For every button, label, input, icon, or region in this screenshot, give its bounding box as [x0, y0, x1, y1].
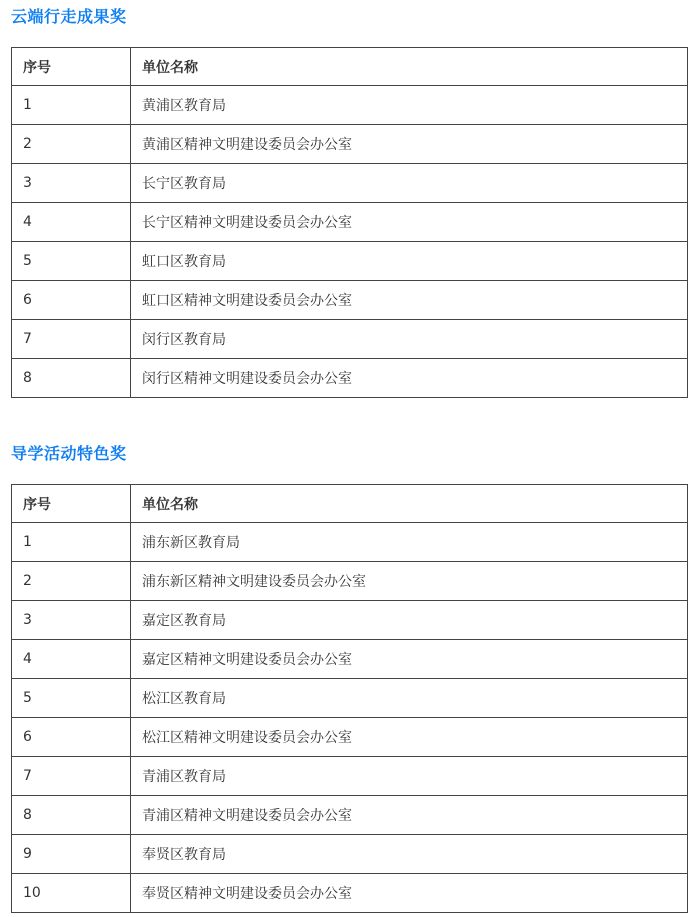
award-table-guided-learning	[11, 484, 688, 913]
table-row	[12, 86, 688, 125]
unit-name-cell: 松江区教育局	[131, 679, 688, 718]
unit-name-cell: 嘉定区教育局	[131, 601, 688, 640]
row-index-cell: 7	[12, 320, 131, 359]
unit-name-cell: 闵行区精神文明建设委员会办公室	[131, 359, 688, 398]
row-index-cell: 3	[12, 164, 131, 203]
row-index-cell: 5	[12, 242, 131, 281]
unit-name-cell: 青浦区精神文明建设委员会办公室	[131, 796, 688, 835]
table-row	[12, 835, 688, 874]
unit-name-cell: 奉贤区精神文明建设委员会办公室	[131, 874, 688, 913]
column-header-index: 序号	[12, 485, 131, 523]
row-index-cell: 7	[12, 757, 131, 796]
row-index-cell: 1	[12, 523, 131, 562]
table-row	[12, 796, 688, 835]
row-index-cell: 2	[12, 562, 131, 601]
column-header-index: 序号	[12, 48, 131, 86]
row-index-cell: 4	[12, 203, 131, 242]
table-row	[12, 320, 688, 359]
unit-name-cell: 闵行区教育局	[131, 320, 688, 359]
row-index-cell: 8	[12, 796, 131, 835]
award-section-guided-learning	[11, 444, 688, 913]
unit-name-cell: 黄浦区精神文明建设委员会办公室	[131, 125, 688, 164]
table-row	[12, 640, 688, 679]
row-index-cell: 3	[12, 601, 131, 640]
row-index-cell: 1	[12, 86, 131, 125]
unit-name-cell: 奉贤区教育局	[131, 835, 688, 874]
unit-name-cell: 长宁区精神文明建设委员会办公室	[131, 203, 688, 242]
table-row	[12, 562, 688, 601]
table-row	[12, 242, 688, 281]
award-table-cloud-walking	[11, 47, 688, 398]
table-header-row	[12, 485, 688, 523]
row-index-cell: 10	[12, 874, 131, 913]
unit-name-cell: 虹口区教育局	[131, 242, 688, 281]
table-row	[12, 281, 688, 320]
row-index-cell: 9	[12, 835, 131, 874]
unit-name-cell: 浦东新区教育局	[131, 523, 688, 562]
award-section-cloud-walking	[11, 7, 688, 398]
row-index-cell: 6	[12, 718, 131, 757]
unit-name-cell: 浦东新区精神文明建设委员会办公室	[131, 562, 688, 601]
table-row	[12, 874, 688, 913]
row-index-cell: 6	[12, 281, 131, 320]
unit-name-cell: 长宁区教育局	[131, 164, 688, 203]
table-row	[12, 601, 688, 640]
row-index-cell: 4	[12, 640, 131, 679]
table-row	[12, 679, 688, 718]
table-row	[12, 203, 688, 242]
table-row	[12, 125, 688, 164]
unit-name-cell: 青浦区教育局	[131, 757, 688, 796]
table-row	[12, 757, 688, 796]
unit-name-cell: 松江区精神文明建设委员会办公室	[131, 718, 688, 757]
row-index-cell: 2	[12, 125, 131, 164]
table-header-row	[12, 48, 688, 86]
column-header-unit-name: 单位名称	[131, 485, 688, 523]
section-title-cloud-walking: 云端行走成果奖	[11, 7, 127, 26]
unit-name-cell: 虹口区精神文明建设委员会办公室	[131, 281, 688, 320]
section-title-guided-learning: 导学活动特色奖	[11, 444, 127, 463]
unit-name-cell: 嘉定区精神文明建设委员会办公室	[131, 640, 688, 679]
table-row	[12, 523, 688, 562]
row-index-cell: 8	[12, 359, 131, 398]
table-row	[12, 359, 688, 398]
column-header-unit-name: 单位名称	[131, 48, 688, 86]
table-row	[12, 718, 688, 757]
row-index-cell: 5	[12, 679, 131, 718]
table-row	[12, 164, 688, 203]
unit-name-cell: 黄浦区教育局	[131, 86, 688, 125]
